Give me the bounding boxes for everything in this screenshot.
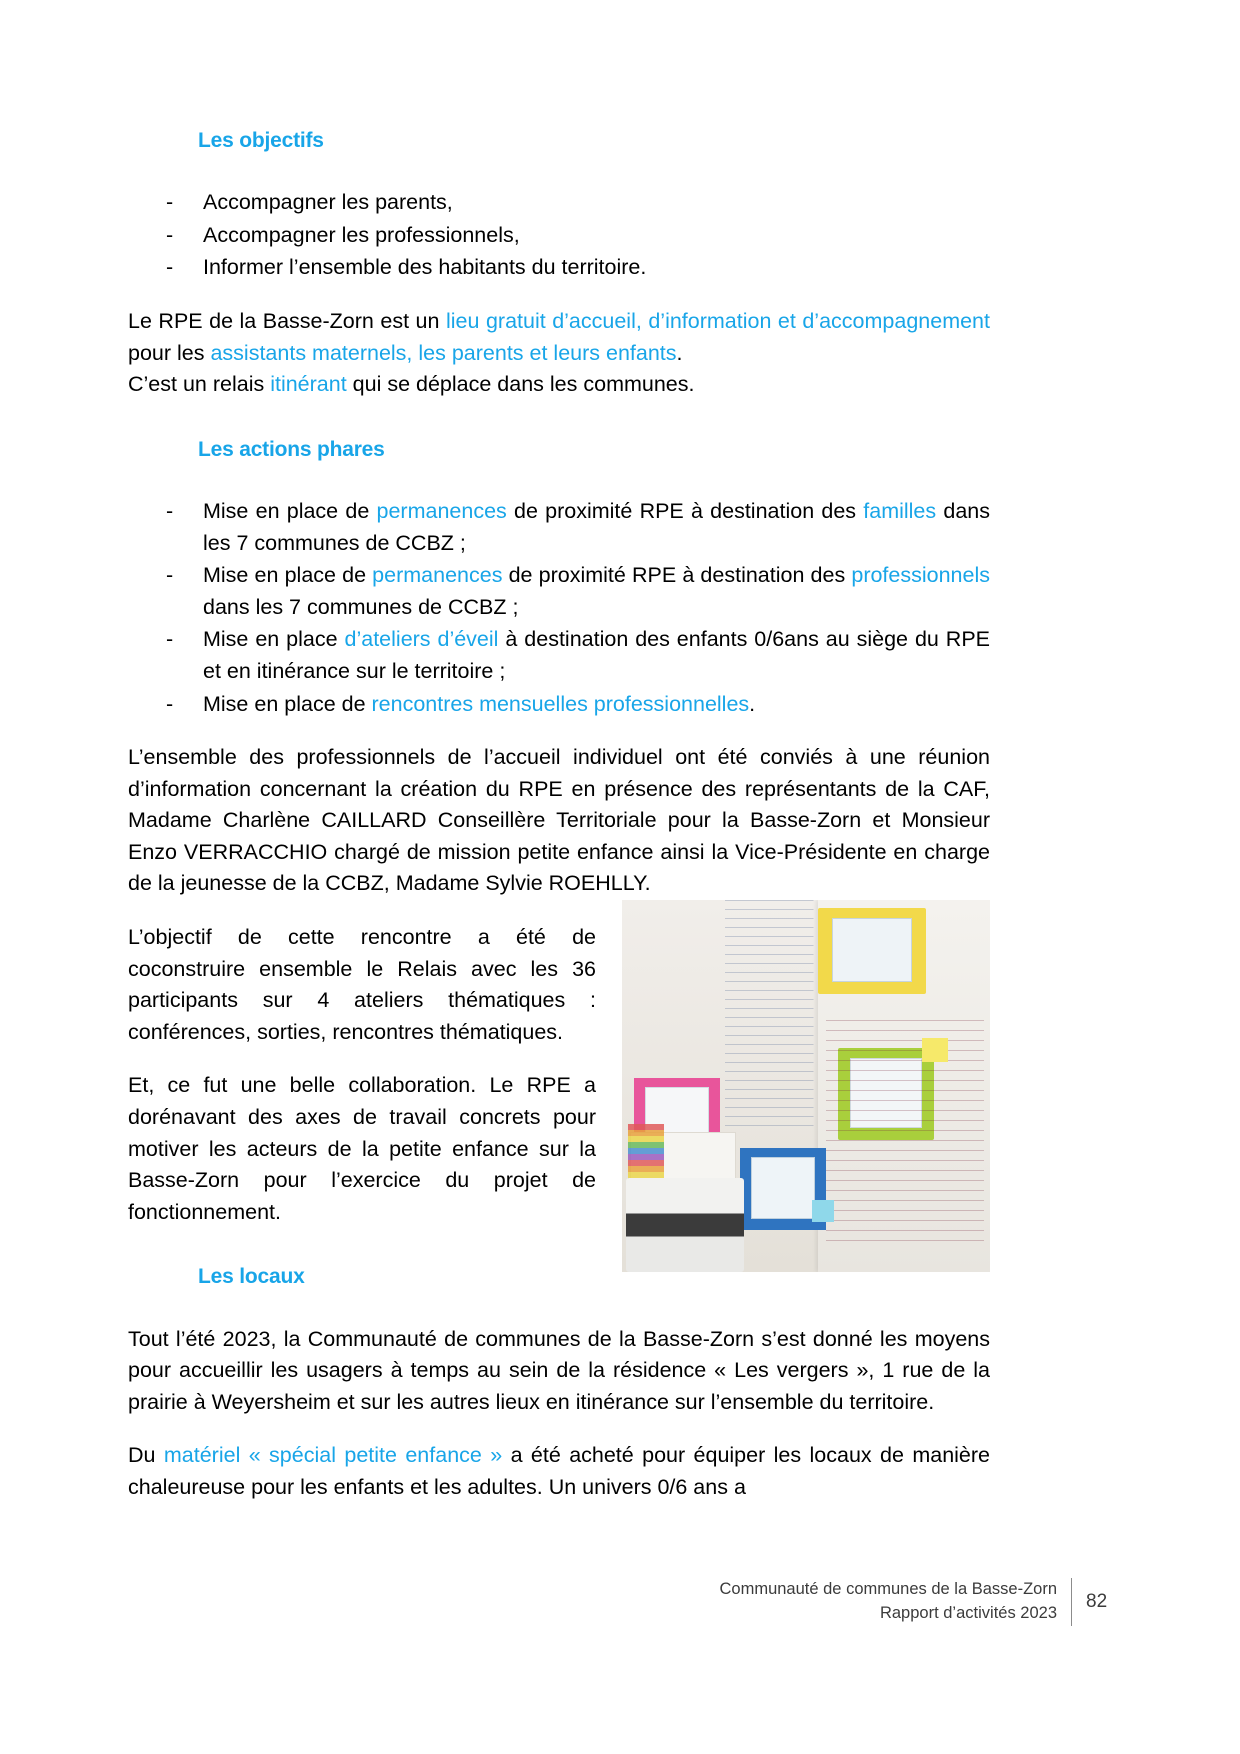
text-run: Le RPE de la Basse-Zorn est un (128, 308, 446, 333)
paragraph-objectif-rencontre: L’objectif de cette rencontre a été de coconstruire ensemble le Relais avec les 36 participants sur 4 ateliers thématiques : conférences, sorties, rencontres thématiques. (128, 925, 596, 1044)
paragraph-reunion: L’ensemble des professionnels de l’accueil individuel ont été conviés à une réunion d’information concernant la création du RPE en présence des représentants de la CAF, Madame Charlène CAILLARD Conseillère Territoriale pour la Basse-Zorn et Monsieur Enzo VERRACCHIO chargé de mission petite enfance ainsi la Vice-Présidente en charge de la jeunesse de la CCBZ, Madame Sylvie ROEHLLY. (128, 745, 990, 896)
page-number: 82 (1086, 1591, 1108, 1613)
accent-run-professionnels: professionnels (851, 563, 990, 588)
text-run: Mise en place (203, 627, 345, 652)
bullet-dash: - (166, 691, 174, 716)
list-item (128, 252, 990, 284)
footer-line-report: Rapport d’activités 2023 (879, 1604, 1057, 1623)
list-item (128, 624, 990, 687)
accent-run-assistants: assistants maternels, les parents et leurs enfants (210, 340, 677, 365)
photo-handwriting-right (826, 1020, 984, 1244)
paragraph-collaboration: Et, ce fut une belle collaboration. Le RPE a dorénavant des axes de travail concrets pour motiver les acteurs de la petite enfance sur la Basse-Zorn pour l’exercice du projet de fonctionnement. (128, 1073, 596, 1224)
text-run: Mise en place de (203, 691, 372, 716)
heading-les-objectifs: Les objectifs (198, 129, 324, 152)
heading-les-actions-phares: Les actions phares (198, 437, 385, 461)
text-run: dans les 7 communes de CCBZ ; (203, 498, 990, 555)
accent-run-rencontres-mensuelles: rencontres mensuelles professionnelles (371, 691, 750, 716)
paragraph-locaux-1: Tout l’été 2023, la Communauté de communes de la Basse-Zorn s’est donné les moyens pour accueillir les usagers à temps au sein de la résidence « Les vergers », 1 rue de la prairie à Weyersheim et sur les autres lieux en itinérance sur l’ensemble du territoire. (128, 1326, 990, 1414)
accent-run-familles: familles (863, 498, 937, 523)
accent-run-materiel-special: matériel « spécial petite enfance » (163, 1443, 503, 1468)
bullet-dash: - (166, 222, 174, 247)
spacer (128, 462, 990, 496)
text-run: a été acheté pour équiper les locaux de manière chaleureuse pour les enfants et les adultes. Un univers 0/6 ans a (128, 1443, 991, 1499)
text-run: de proximité RPE à destination des (506, 498, 864, 523)
text-run: C’est un relais (128, 372, 271, 397)
paragraph-locaux-2 (128, 1440, 990, 1503)
text-run: qui se déplace dans les communes. (346, 372, 695, 397)
text-run: de proximité RPE à destination des (502, 563, 852, 588)
footer-divider (1071, 1578, 1072, 1626)
bullet-dash: - (166, 255, 174, 280)
bullet-dash: - (166, 563, 174, 588)
text-run: Du (128, 1443, 164, 1468)
heading-les-locaux: Les locaux (198, 1265, 305, 1289)
text-run: à destination des enfants 0/6ans au siège du RPE et en itinérance sur le territoire ; (203, 627, 990, 683)
photo-printer (626, 1178, 744, 1272)
bullet-dash: - (166, 190, 174, 215)
text-run: . (676, 340, 683, 365)
spacer (128, 1290, 990, 1324)
photo-sticky-note-yellow (922, 1038, 948, 1062)
actions-list (128, 496, 990, 720)
paragraph-itinerant (128, 369, 990, 401)
spacer (128, 153, 990, 187)
page-content (128, 128, 990, 1504)
photo-ateliers (622, 900, 990, 1272)
list-item (128, 187, 990, 219)
objectifs-list (128, 187, 990, 284)
bullet-dash: - (166, 498, 174, 523)
paragraph-intro (128, 306, 990, 369)
list-item (128, 496, 990, 559)
list-item-text: Informer l’ensemble des habitants du territoire. (203, 255, 647, 280)
photo-sticky-note-blue (812, 1200, 834, 1222)
text-run: Mise en place de (203, 498, 377, 523)
accent-run-lieu-gratuit: lieu gratuit d’accueil, d’information et d’accompagnement (445, 308, 990, 333)
list-item (128, 560, 990, 623)
accent-run-permanences: permanences (372, 563, 503, 588)
text-run: . (749, 691, 756, 716)
bullet-dash: - (166, 627, 174, 652)
text-run: Mise en place de (203, 563, 373, 588)
accent-run-permanences: permanences (376, 498, 507, 523)
accent-run-itinerant: itinérant (270, 372, 347, 397)
footer-line-organisation: Communauté de communes de la Basse-Zorn (719, 1580, 1057, 1599)
list-item-text: Accompagner les parents, (203, 190, 453, 215)
list-item-text: Accompagner les professionnels, (203, 222, 520, 247)
text-run: pour les (128, 340, 211, 365)
footer-text (720, 1578, 1058, 1626)
text-run: dans les 7 communes de CCBZ ; (203, 594, 519, 619)
accent-run-ateliers-eveil: d’ateliers d’éveil (344, 627, 499, 652)
page-footer (720, 1578, 1113, 1626)
spacer (128, 401, 990, 437)
list-item (128, 220, 990, 252)
list-item (128, 689, 990, 721)
